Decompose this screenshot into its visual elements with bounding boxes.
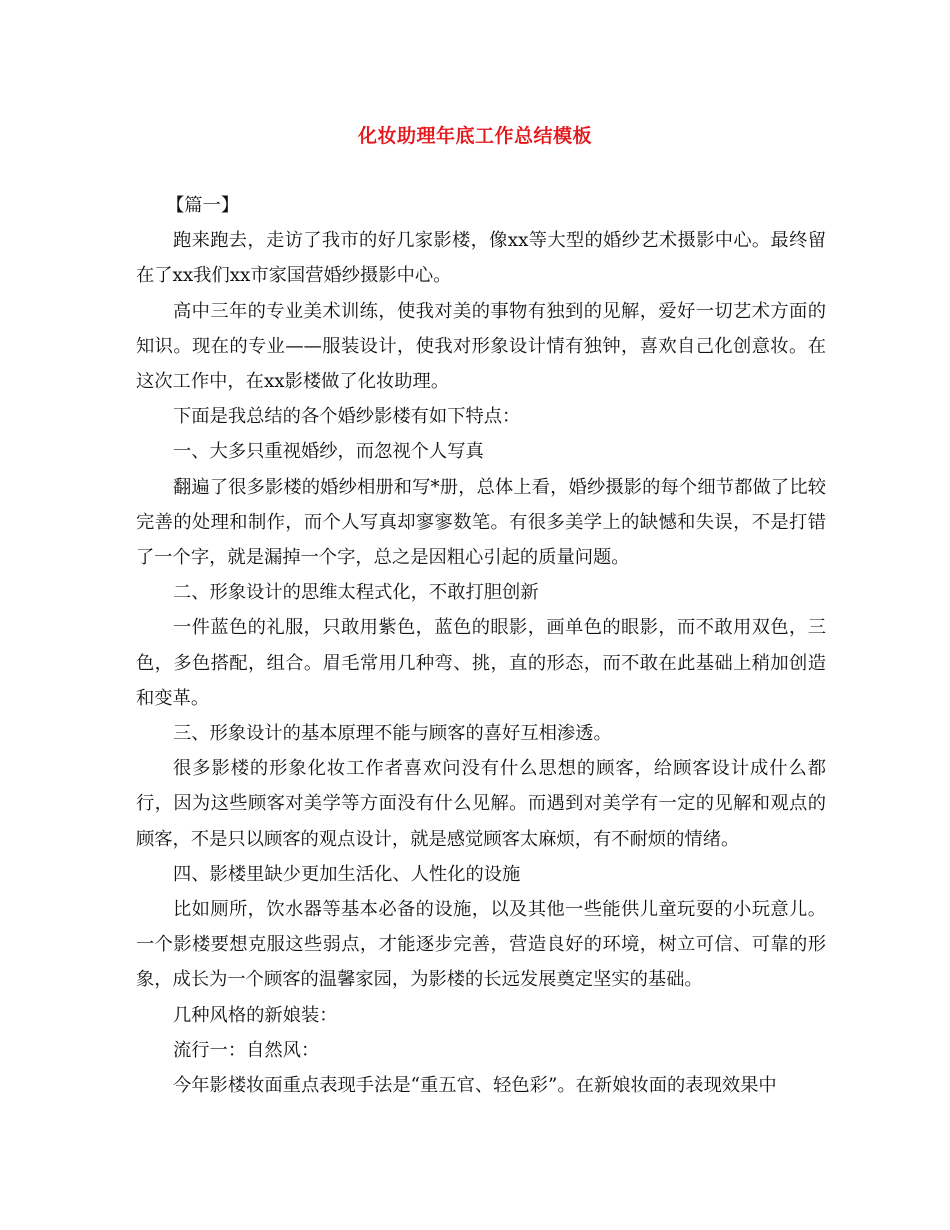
- paragraph: 今年影楼妆面重点表现手法是“重五官、轻色彩”。在新娘妆面的表现效果中: [173, 1075, 777, 1097]
- subheading: 四、影楼里缺少更加生活化、人性化的设施: [173, 863, 521, 885]
- subheading: 一、大多只重视婚纱，而忽视个人写真: [173, 441, 484, 463]
- paragraph: 翻遍了很多影楼的婚纱相册和写*册，总体上看，婚纱摄影的每个细节都做了比较完善的处理和制作，而个人写真却寥寥数笔。有很多美学上的缺憾和失误，不是打错了一个字，就是漏掉一个字，总之是因粗心引起的质量问题。: [136, 476, 826, 569]
- paragraph: 很多影楼的形象化妆工作者喜欢问没有什么思想的顾客，给顾客设计成什么都行，因为这些顾客对美学等方面没有什么见解。而遇到对美学有一定的见解和观点的顾客，不是只以顾客的观点设计，就是感觉顾客太麻烦，有不耐烦的情绪。: [136, 758, 826, 850]
- paragraph: 下面是我总结的各个婚纱影楼有如下特点：: [173, 406, 521, 428]
- subheading: 三、形象设计的基本原理不能与顾客的喜好互相渗透。: [173, 723, 612, 745]
- paragraph: 流行一：自然风：: [173, 1039, 320, 1061]
- paragraph: 一件蓝色的礼服，只敢用紫色，蓝色的眼影，画单色的眼影，而不敢用双色，三色，多色搭配，组合。眉毛常用几种弯、挑，直的形态，而不敢在此基础上稍加创造和变革。: [136, 617, 826, 709]
- section-heading: 【篇一】: [166, 195, 240, 216]
- subheading: 二、形象设计的思维太程式化，不敢打胆创新: [173, 582, 539, 604]
- paragraph: 比如厕所，饮水器等基本必备的设施，以及其他一些能供儿童玩耍的小玩意儿。一个影楼要想克服这些弱点，才能逐步完善，营造良好的环境，树立可信、可靠的形象，成长为一个顾客的温馨家园，为影楼的长远发展奠定坚实的基础。: [136, 899, 826, 991]
- paragraph: 几种风格的新娘装：: [173, 1004, 338, 1026]
- paragraph: 高中三年的专业美术训练，使我对美的事物有独到的见解，爱好一切艺术方面的知识。现在的专业——服装设计，使我对形象设计情有独钟，喜欢自己化创意妆。在这次工作中，在xx影楼做了化妆助理。: [136, 300, 826, 393]
- paragraph: 跑来跑去，走访了我市的好几家影楼，像xx等大型的婚纱艺术摄影中心。最终留在了xx我们xx市家国营婚纱摄影中心。: [136, 230, 826, 287]
- document-title: 化妆助理年底工作总结模板: [357, 125, 592, 147]
- document-body: [136, 188, 826, 1103]
